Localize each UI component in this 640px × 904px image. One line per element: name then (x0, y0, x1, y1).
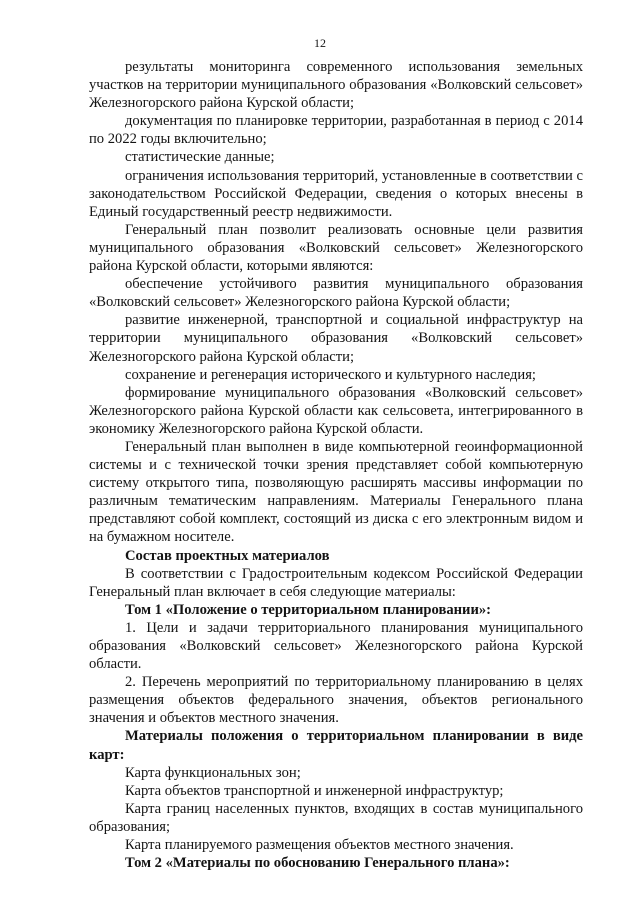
list-item: Карта границ населенных пунктов, входящих в состав муниципального образования; (89, 800, 583, 835)
list-item: 2. Перечень мероприятий по территориальному планированию в целях размещения объектов федерального значения, объектов регионального значения и объектов местного значения. (89, 674, 583, 727)
list-item: 1. Цели и задачи территориального планирования муниципального образования «Волковский сельсовет» Железногорского района Курской области. (89, 619, 583, 673)
paragraph: результаты мониторинга современного использования земельных участков на территории муниципального образования «Волковский сельсовет» Железногорского района Курской области; (89, 59, 583, 112)
list-item: Карта функциональных зон; (125, 764, 301, 781)
paragraph: обеспечение устойчивого развития муниципального образования «Волковский сельсовет» Железногорского района Курской области; (89, 276, 583, 311)
list-item: Карта объектов транспортной и инженерной инфраструктур; (125, 782, 504, 799)
paragraph: развитие инженерной, транспортной и социальной инфраструктур на территории муниципального образования «Волковский сельсовет» Железногорского района Курской области; (89, 312, 583, 365)
page-number: 12 (314, 36, 326, 50)
paragraph: документация по планировке территории, разработанная в период с 2014 по 2022 годы включительно; (89, 113, 583, 148)
paragraph: сохранение и регенерация исторического и культурного наследия; (125, 366, 536, 383)
paragraph: Генеральный план позволит реализовать основные цели развития муниципального образования «Волковский сельсовет» Железногорского района Курской области, которыми являются: (89, 221, 583, 275)
paragraph: статистические данные; (125, 149, 275, 166)
paragraph: В соответствии с Градостроительным кодексом Российской Федерации Генеральный план включает в себя следующие материалы: (89, 565, 583, 600)
section-heading: Состав проектных материалов (125, 547, 330, 564)
list-item: Карта планируемого размещения объектов местного значения. (125, 837, 514, 854)
paragraph: формирование муниципального образования «Волковский сельсовет» Железногорского района Курской области как сельсовета, интегрированного в экономику Железногорского района Курской области. (89, 384, 583, 437)
volume-heading: Том 2 «Материалы по обоснованию Генерального плана»: (125, 855, 510, 872)
paragraph: Генеральный план выполнен в виде компьютерной геоинформационной системы и с технической точки зрения представляет собой компьютерную систему открытого типа, позволяющую расширять массивы информации по различным тематическим направлениям. Материалы Генерального плана представляют собой комплект, состоящий из диска с его электронным видом и на бумажном носителе. (89, 438, 583, 546)
volume-heading: Том 1 «Положение о территориальном планировании»: (125, 601, 492, 618)
paragraph: ограничения использования территорий, установленные в соответствии с законодательством Российской Федерации, сведения о которых внесены в Единый государственный реестр недвижимости. (89, 167, 583, 220)
page-body (89, 58, 583, 872)
subsection-heading: Материалы положения о территориальном планировании в виде карт: (89, 728, 583, 763)
